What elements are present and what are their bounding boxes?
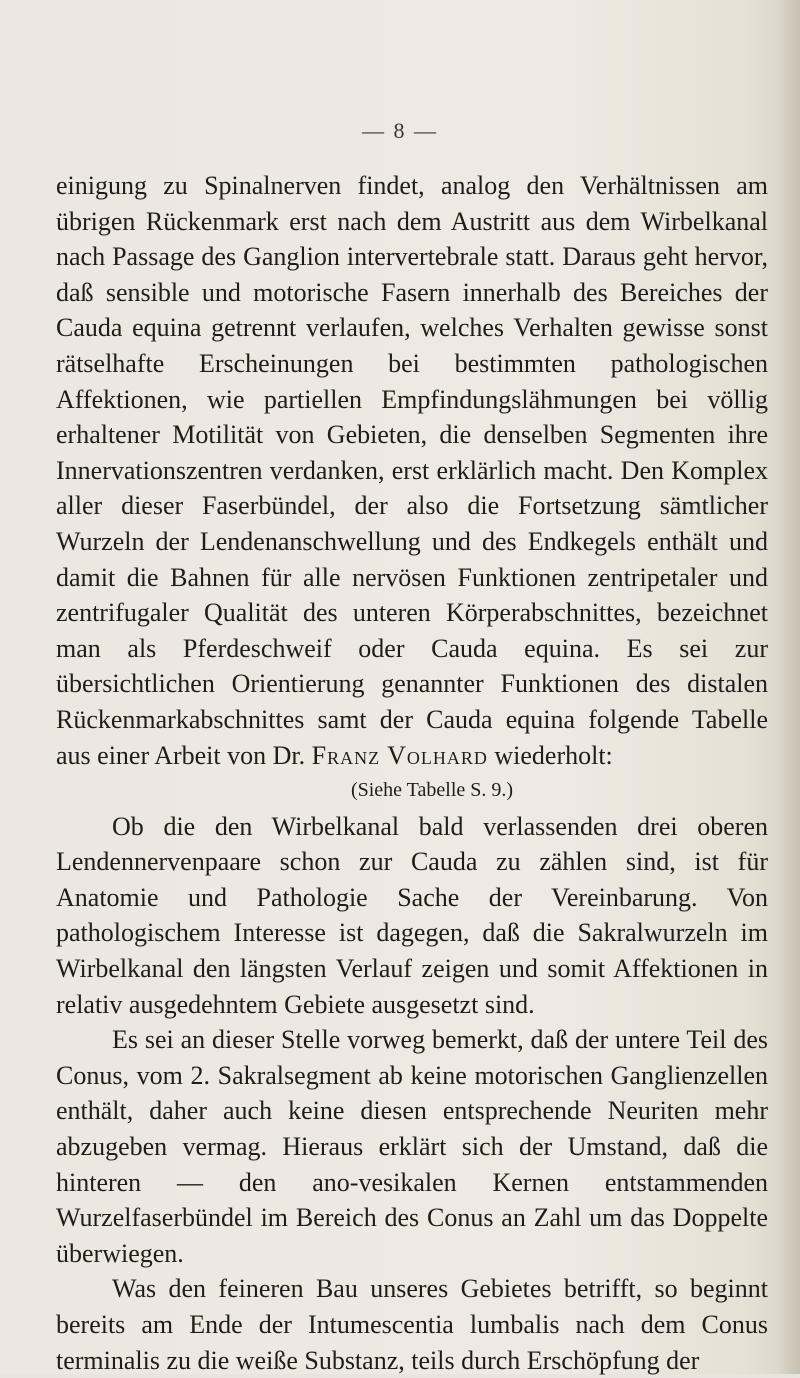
page-number: — 8 — <box>362 118 438 143</box>
paragraph-3: Es sei an dieser Stelle vorweg bemerkt, daß der untere Teil des Conus, vom 2. Sakralsegment ab keine motorischen Ganglienzellen enthält, daher auch keine diesen entsprechende Neuriten mehr abzugeben vermag. Hieraus erklärt sich der Umstand, daß die hinteren — den ano-vesikalen Kernen entstammenden Wurzelfaserbündel im Bereich des Conus an Zahl um das Doppelte überwiegen. <box>56 1025 768 1268</box>
paragraph-2: Ob die den Wirbelkanal bald verlassenden drei oberen Lendennervenpaare schon zur Cauda zu zählen sind, ist für Anatomie und Pathologie Sache der Vereinbarung. Von pathologischem Interesse ist dagegen, daß die Sakralwurzeln im Wirbelkanal den längsten Verlauf zeigen und somit Affektionen in relativ ausgedehntem Gebiete ausgesetzt sind. <box>56 811 768 1019</box>
author-name: Franz Volhard <box>311 740 488 770</box>
paragraph-1 <box>56 168 768 773</box>
paragraph-4: Was den feineren Bau unseres Gebietes betrifft, so beginnt bereits am Ende der Intumescentia lumbalis nach dem Conus terminalis zu die weiße Substanz, teils durch Erschöpfung der <box>56 1274 768 1375</box>
paragraph-1-tail: wiederholt: <box>494 740 613 770</box>
paragraph-1-text: einigung zu Spinalnerven findet, analog den Verhältnissen am übrigen Rückenmark erst nach dem Austritt aus dem Wirbelkanal nach Passage des Ganglion intervertebrale statt. Daraus geht hervor, daß sensible und motorische Fasern innerhalb des Bereiches der Cauda equina getrennt verlaufen, welches Verhalten gewisse sonst rätselhafte Erscheinungen bei bestimmten pathologischen Affektionen, wie partiellen Empfindungslähmungen bei völlig erhaltener Motilität von Gebieten, die denselben Segmenten ihre Innervationszentren verdanken, erst erklärlich macht. Den Komplex aller dieser Faserbündel, der also die Fortsetzung sämtlicher Wurzeln der Lendenanschwellung und des Endkegels enthält und damit die Bahnen für alle nervösen Funktionen zentripetaler und zentrifugaler Qualität des unteren Körperabschnittes, bezeichnet man als Pferdeschweif oder Cauda equina. Es sei zur übersichtlichen Orientierung genannter Funktionen des distalen Rückenmarkabschnittes samt der Cauda equina folgende Tabelle aus einer Arbeit von Dr. <box>56 171 768 770</box>
body-text <box>56 168 768 1378</box>
table-reference: (Siehe Tabelle S. 9.) <box>350 779 514 802</box>
page-edge-shadow <box>778 0 800 1374</box>
